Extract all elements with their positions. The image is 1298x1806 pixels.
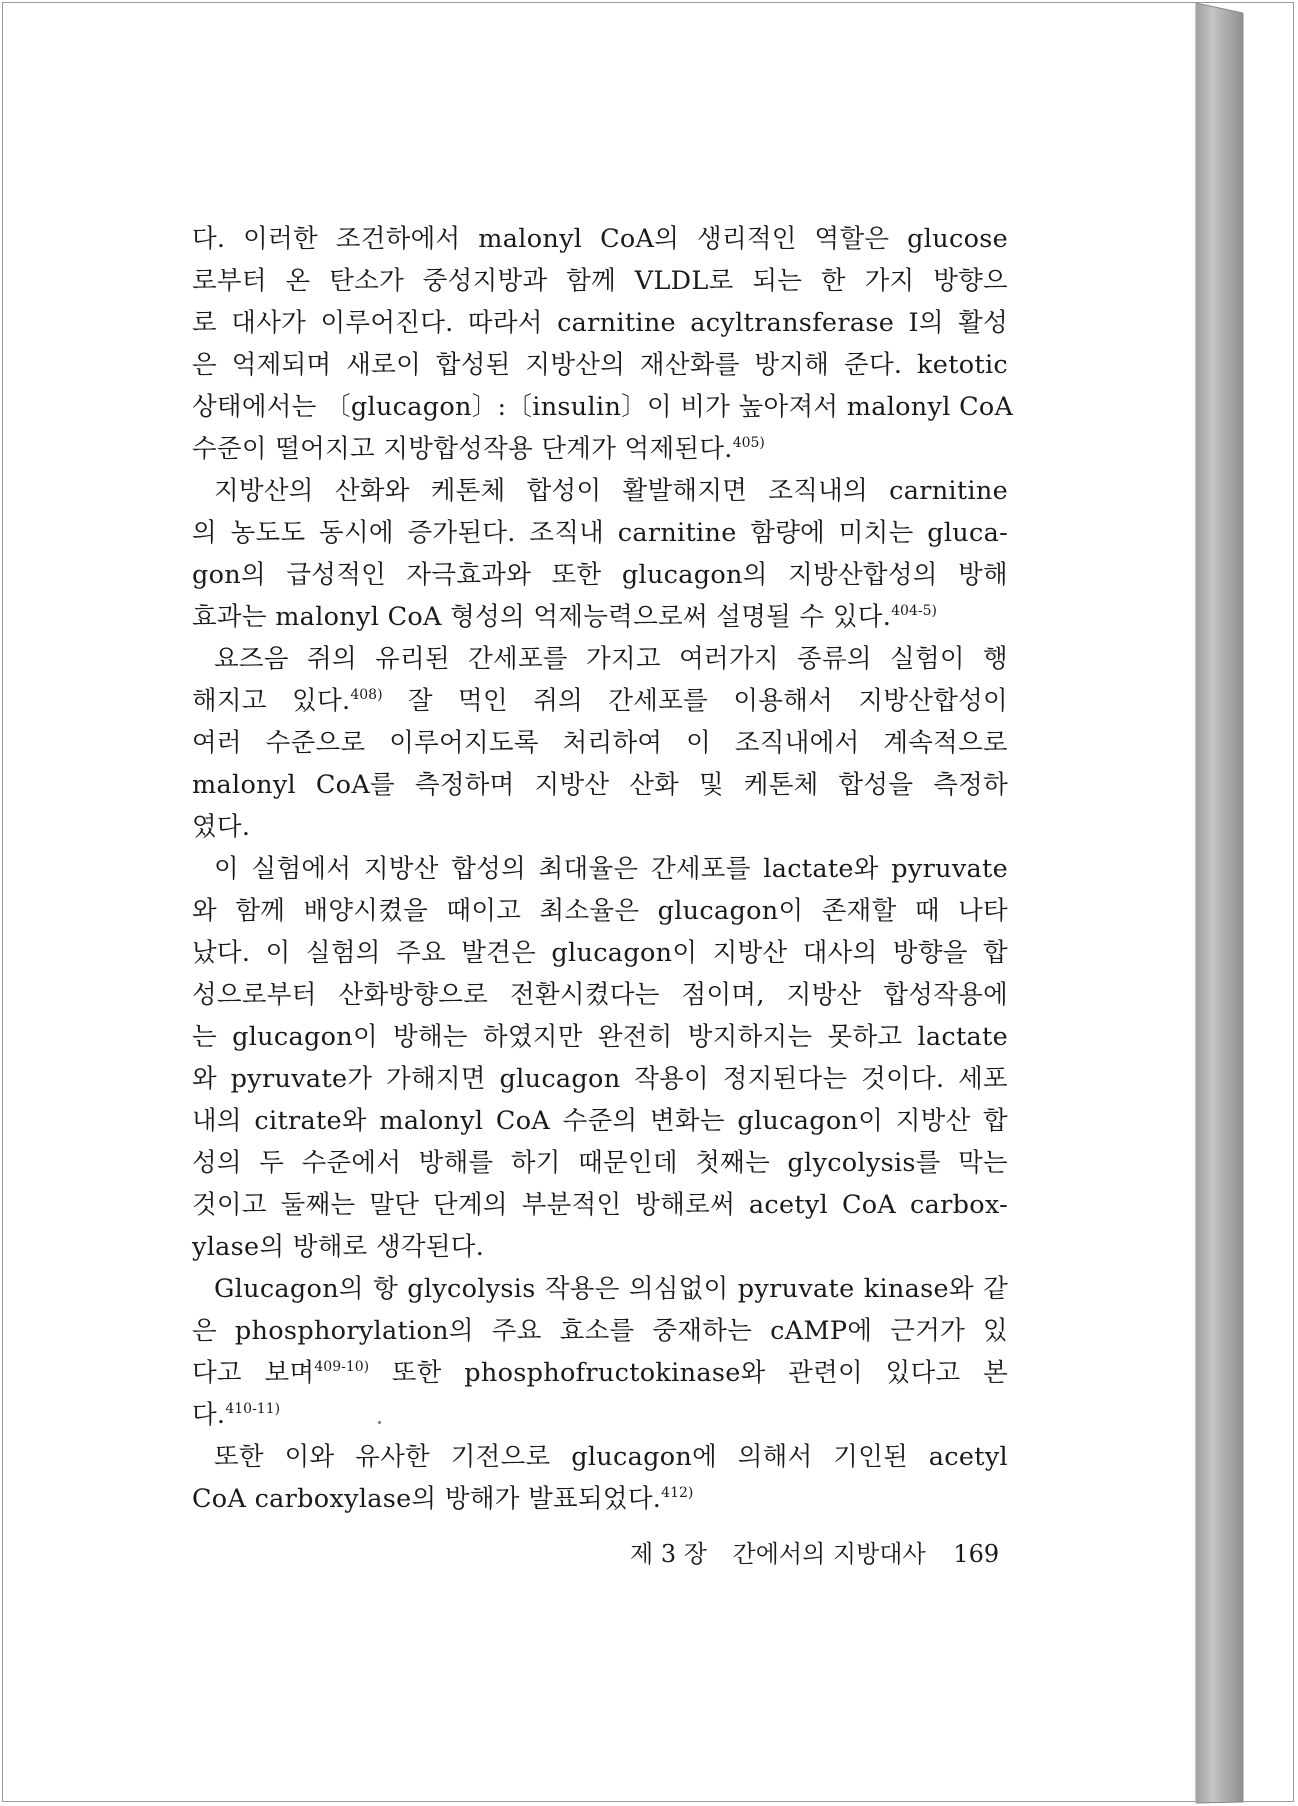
citation-ref: 408) [350,687,383,703]
text-line: 다. [192,1400,226,1430]
text-line: 수준이 떨어지고 지방합성작용 단계가 억제된다. [192,434,733,464]
citation-ref: 405) [732,435,765,451]
stray-mark [378,1421,381,1424]
text-line: 성의 두 수준에서 방해를 하기 때문인데 첫째는 glycolysis를 막는 [192,1148,1008,1178]
text-line-with-ref [192,1394,1008,1436]
text-line: 내의 citrate와 malonyl CoA 수준의 변화는 glucagon이 지방산 합 [192,1106,1008,1136]
page-number: 169 [953,1540,1000,1568]
citation-ref: 409-10) [314,1359,370,1375]
footer-chapter: 제 3 장 [630,1540,707,1568]
text-line: 은 phosphorylation의 주요 효소를 중재하는 cAMP에 근거가 있 [192,1316,1008,1346]
text-line: 이 실험에서 지방산 합성의 최대율은 간세포를 lactate와 pyruvate [214,854,1008,884]
text-line: 해지고 있다. [192,686,351,716]
text-line: 났다. 이 실험의 주요 발견은 glucagon이 지방산 대사의 방향을 합 [192,938,1008,968]
text-line-with-ref [192,1352,1008,1394]
text-line: 또한 이와 유사한 기전으로 glucagon에 의해서 기인된 acetyl [214,1442,1008,1472]
text-line: gon의 급성적인 자극효과와 또한 glucagon의 지방산합성의 방해 [192,560,1008,590]
paragraph-6 [192,1436,1008,1520]
text-line: 은 억제되며 새로이 합성된 지방산의 재산화를 방지해 준다. ketotic [192,350,1008,380]
paragraph-5 [192,1268,1008,1436]
text-line: Glucagon의 항 glycolysis 작용은 의심없이 pyruvate kinase와 같 [214,1274,1008,1304]
text-line: CoA carboxylase의 방해가 발표되었다. [192,1484,662,1514]
text-line: malonyl CoA를 측정하며 지방산 산화 및 케톤체 합성을 측정하 [192,770,1008,800]
text-line: 였다. [192,812,251,842]
text-line: 것이고 둘째는 말단 단계의 부분적인 방해로써 acetyl CoA carbox- [192,1190,1008,1220]
text-line: 성으로부터 산화방향으로 전환시켰다는 점이며, 지방산 합성작용에 [192,980,1008,1010]
text-line: 여러 수준으로 이루어지도록 처리하여 이 조직내에서 계속적으로 [192,728,1008,758]
paragraph-1 [192,218,1014,470]
text-line: ylase의 방해로 생각된다. [192,1232,485,1262]
text-line: 요즈음 쥐의 유리된 간세포를 가지고 여러가지 종류의 실험이 행 [214,644,1008,674]
text-line: 다고 보며 [192,1358,315,1388]
running-footer [630,1534,1000,1569]
text-line: 로부터 온 탄소가 중성지방과 함께 VLDL로 되는 한 가지 방향으 [192,266,1008,296]
paragraph-3 [192,638,1008,848]
text-line: 효과는 malonyl CoA 형성의 억제능력으로써 설명될 수 있다. [192,602,892,632]
text-line: 의 농도도 동시에 증가된다. 조직내 carnitine 함량에 미치는 gluca- [192,518,1008,548]
text-line-with-ref [192,428,1008,470]
citation-ref: 412) [661,1485,694,1501]
text-line: 상태에서는 〔glucagon〕:〔insulin〕이 비가 높아져서 malonyl CoA [192,392,1014,422]
text-line-with-ref [192,596,1008,638]
text-line-with-ref [192,680,1008,722]
paragraph-2 [192,470,1008,638]
text-line: 로 대사가 이루어진다. 따라서 carnitine acyltransferase I의 활성 [192,308,1008,338]
text-line: 지방산의 산화와 케톤체 합성이 활발해지면 조직내의 carnitine [214,476,1008,506]
body-text [192,218,1014,1520]
text-line: 와 pyruvate가 가해지면 glucagon 작용이 정지된다는 것이다. 세포 [192,1064,1008,1094]
citation-ref: 404-5) [891,603,937,619]
text-line: 와 함께 배양시켰을 때이고 최소율은 glucagon이 존재할 때 나타 [192,896,1008,926]
text-line-with-ref [192,1478,1008,1520]
text-line: 또한 phosphofructokinase와 관련이 있다고 본 [369,1358,1009,1388]
footer-title: 간에서의 지방대사 [732,1540,926,1568]
text-line: 다. 이러한 조건하에서 malonyl CoA의 생리적인 역할은 glucose [192,224,1008,254]
paragraph-4 [192,848,1008,1268]
text-line: 잘 먹인 쥐의 간세포를 이용해서 지방산합성이 [382,686,1008,716]
text-line: 는 glucagon이 방해는 하였지만 완전히 방지하지는 못하고 lactate [192,1022,1008,1052]
citation-ref: 410-11) [225,1401,281,1417]
